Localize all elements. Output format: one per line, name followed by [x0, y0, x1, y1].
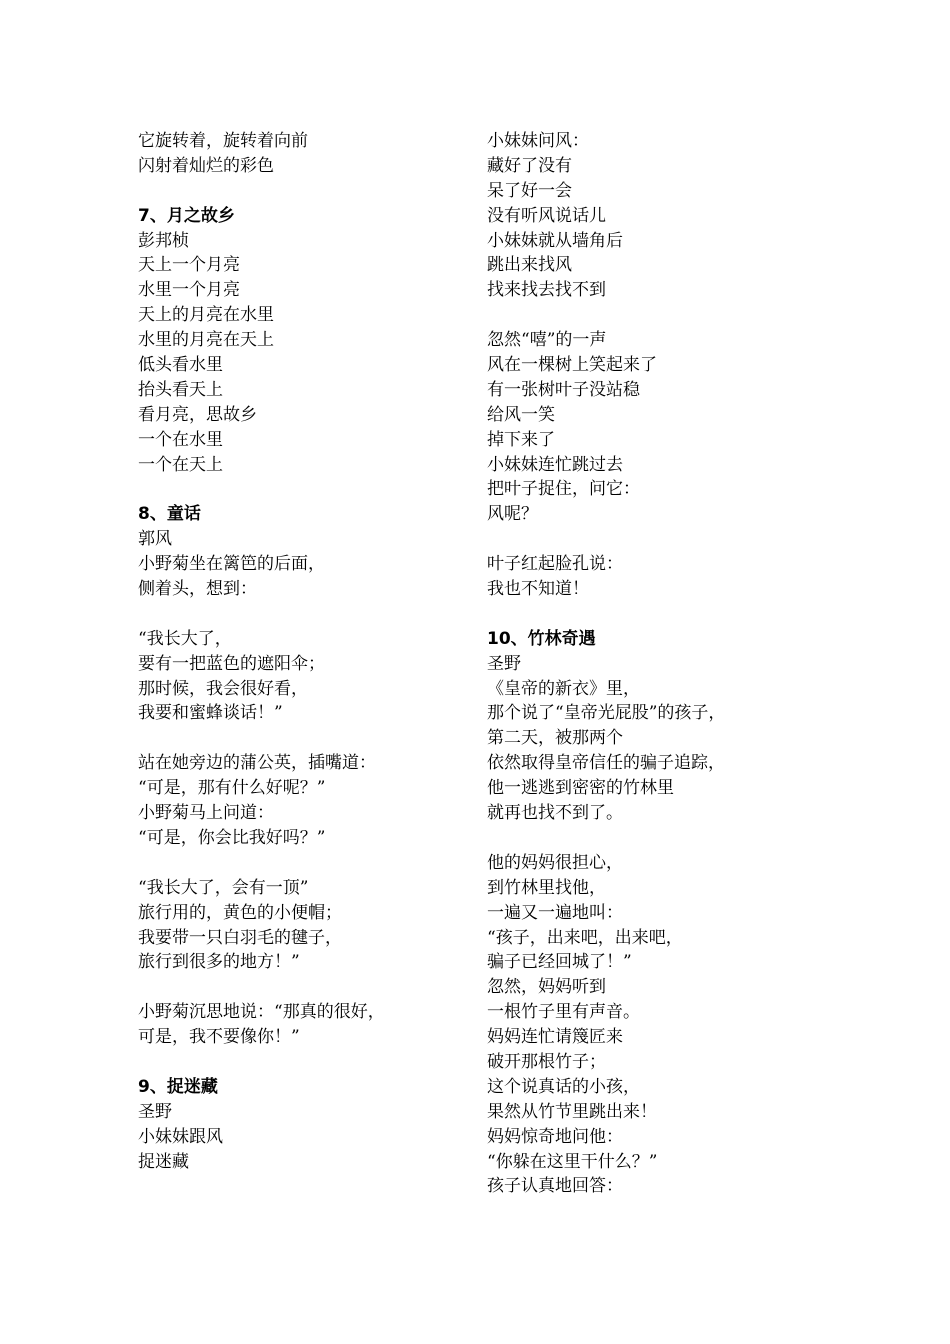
text-line: “我长大了，会有一顶” — [138, 877, 309, 898]
text-line: 一个在水里 — [138, 429, 223, 450]
text-line: 忽然，妈妈听到 — [487, 977, 606, 998]
text-line: “你躲在这里干什么？” — [487, 1151, 658, 1172]
text-line: 有一张树叶子没站稳 — [487, 379, 640, 400]
text-line: 水里一个月亮 — [138, 280, 240, 301]
text-line: 天上一个月亮 — [138, 255, 240, 276]
text-line: 圣野 — [487, 653, 521, 674]
text-line: 水里的月亮在天上 — [138, 330, 274, 351]
blank-line — [487, 602, 817, 627]
text-line: 要有一把蓝色的遮阳伞； — [138, 653, 325, 674]
poem-title: 7、月之故乡 — [138, 205, 235, 226]
text-line: 站在她旁边的蒲公英，插嘴道： — [138, 753, 376, 774]
blank-line — [138, 477, 468, 502]
text-line: 他一逃逃到密密的竹林里 — [487, 778, 674, 799]
text-line: 叶子红起脸孔说： — [487, 554, 623, 575]
text-line: 小野菊马上问道： — [138, 803, 274, 824]
text-line: 我要带一只白羽毛的毽子， — [138, 927, 342, 948]
text-line: 那时候，我会很好看， — [138, 678, 308, 699]
text-line: 郭风 — [138, 529, 172, 550]
text-line: 圣野 — [138, 1101, 172, 1122]
text-line: 他的妈妈很担心， — [487, 852, 623, 873]
text-line: 呆了好一会 — [487, 180, 572, 201]
text-line: 把叶子捉住，问它： — [487, 479, 640, 500]
blank-line — [138, 602, 468, 627]
blank-line — [487, 303, 817, 328]
text-line: 破开那根竹子； — [487, 1051, 606, 1072]
text-line: 捉迷藏 — [138, 1151, 189, 1172]
blank-line — [487, 826, 817, 851]
text-line: “可是，你会比我好吗？” — [138, 827, 326, 848]
text-line: 抬头看天上 — [138, 379, 223, 400]
text-line: 天上的月亮在水里 — [138, 305, 274, 326]
text-line: 给风一笑 — [487, 404, 555, 425]
text-line: 果然从竹节里跳出来！ — [487, 1101, 657, 1122]
blank-line — [138, 975, 468, 1000]
right-text-column — [487, 129, 817, 1199]
text-line: 旅行到很多的地方！” — [138, 952, 300, 973]
text-line: 忽然“嘻”的一声 — [487, 330, 607, 351]
text-line: 这个说真话的小孩， — [487, 1076, 640, 1097]
text-line: 依然取得皇帝信任的骗子追踪， — [487, 753, 725, 774]
text-line: “我长大了， — [138, 628, 232, 649]
poem-title: 9、捉迷藏 — [138, 1076, 218, 1097]
text-line: 找来找去找不到 — [487, 280, 606, 301]
text-line: 彭邦桢 — [138, 230, 189, 251]
blank-line — [487, 527, 817, 552]
text-line: 一遍又一遍地叫： — [487, 902, 623, 923]
text-line: 侧着头，想到： — [138, 579, 257, 600]
text-line: 《皇帝的新衣》里， — [487, 678, 640, 699]
text-line: 我要和蜜蜂谈话！” — [138, 703, 283, 724]
text-line: 孩子认真地回答： — [487, 1176, 623, 1197]
text-line: 就再也找不到了。 — [487, 803, 623, 824]
text-line: 妈妈惊奇地问他： — [487, 1126, 623, 1147]
blank-line — [138, 726, 468, 751]
text-line: 旅行用的，黄色的小便帽； — [138, 902, 342, 923]
text-line: 藏好了没有 — [487, 155, 572, 176]
text-line: 低头看水里 — [138, 355, 223, 376]
text-line: 第二天，被那两个 — [487, 728, 623, 749]
text-line: 可是，我不要像你！” — [138, 1027, 300, 1048]
text-line: 小妹妹就从墙角后 — [487, 230, 623, 251]
text-line: 小野菊坐在篱笆的后面， — [138, 554, 325, 575]
text-line: 小妹妹连忙跳过去 — [487, 454, 623, 475]
text-line: 看月亮，思故乡 — [138, 404, 257, 425]
text-line: “孩子，出来吧，出来吧， — [487, 927, 683, 948]
text-line: 我也不知道！ — [487, 579, 589, 600]
text-line: 它旋转着，旋转着向前 — [138, 131, 308, 151]
text-line: 闪射着灿烂的彩色 — [138, 155, 274, 176]
text-line: 到竹林里找他， — [487, 877, 606, 898]
text-line: 一个在天上 — [138, 454, 223, 475]
poem-title: 10、竹林奇遇 — [487, 628, 596, 649]
text-line: 掉下来了 — [487, 429, 555, 450]
blank-line — [138, 179, 468, 204]
text-line: 风在一棵树上笑起来了 — [487, 355, 657, 376]
text-line: 没有听风说话儿 — [487, 205, 606, 226]
poem-title: 8、童话 — [138, 504, 201, 525]
text-line: 骗子已经回城了！” — [487, 952, 632, 973]
text-line: 那个说了“皇帝光屁股”的孩子， — [487, 703, 726, 724]
left-text-column — [138, 129, 468, 1174]
text-line: 小野菊沉思地说：“那真的很好， — [138, 1002, 385, 1023]
text-line: 风呢？ — [487, 504, 538, 525]
blank-line — [138, 851, 468, 876]
text-line: 小妹妹跟风 — [138, 1126, 223, 1147]
text-line: 跳出来找风 — [487, 255, 572, 276]
blank-line — [138, 1050, 468, 1075]
text-line: 妈妈连忙请篾匠来 — [487, 1027, 623, 1048]
text-line: “可是，那有什么好呢？” — [138, 778, 326, 799]
text-line: 小妹妹问风： — [487, 131, 589, 151]
text-line: 一根竹子里有声音。 — [487, 1002, 640, 1023]
